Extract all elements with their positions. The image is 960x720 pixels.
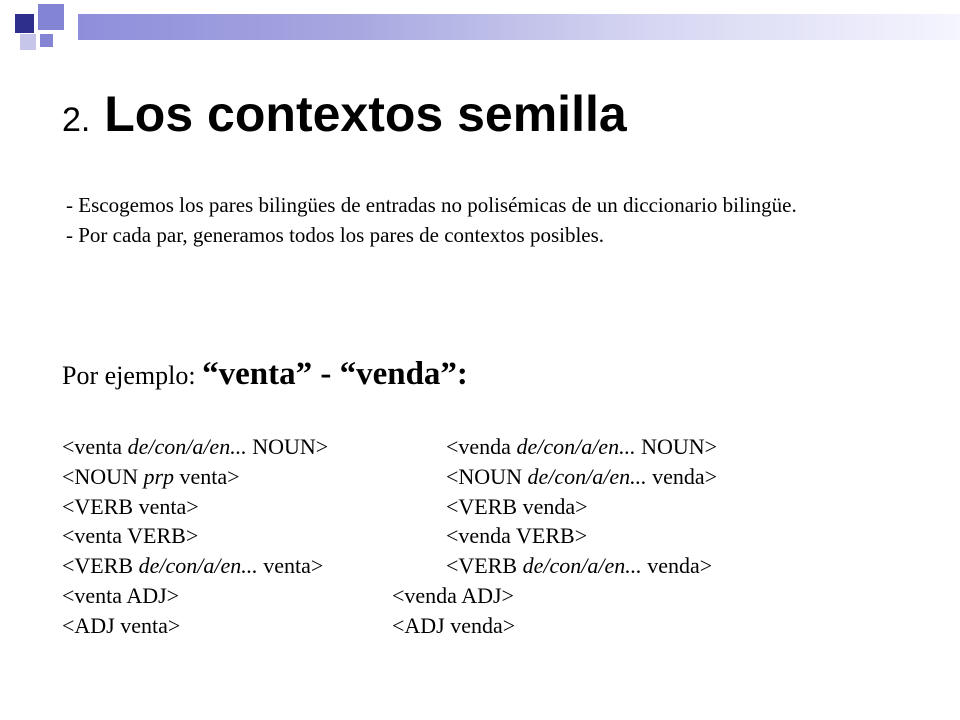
context-pair-row xyxy=(62,521,942,551)
intro-item: - Por cada par, generamos todos los pares de contextos posibles. xyxy=(66,223,605,247)
deco-square-mid xyxy=(38,4,64,30)
context-left: <venta VERB> xyxy=(62,523,199,549)
context-right: <venda ADJ> xyxy=(392,582,514,608)
context-right: <venda VERB> xyxy=(446,523,588,549)
context-right: <ADJ venda> xyxy=(392,612,516,638)
context-left: <VERB venta> xyxy=(62,493,199,519)
intro-item: - Escogemos los pares bilingües de entradas no polisémicas de un diccionario bilingüe. xyxy=(66,193,797,217)
context-left: <venta de/con/a/en... NOUN> xyxy=(62,434,329,459)
context-pairs xyxy=(62,432,942,641)
context-pair-row xyxy=(62,581,942,611)
context-left: <ADJ venta> xyxy=(62,612,181,638)
context-left: <VERB de/con/a/en... venta> xyxy=(62,553,324,579)
title-number: 2. xyxy=(62,101,91,139)
context-left: <venta ADJ> xyxy=(62,582,180,608)
slide-title xyxy=(62,84,627,150)
context-pair-row xyxy=(62,611,942,641)
intro-list xyxy=(66,190,926,250)
deco-square-small xyxy=(40,34,53,47)
context-pair-row xyxy=(62,462,942,492)
deco-square-light xyxy=(20,34,36,50)
context-right: <venda de/con/a/en... NOUN> xyxy=(446,434,718,459)
header-gradient-bar xyxy=(78,14,960,40)
deco-square-dark xyxy=(15,14,34,33)
example-pair: “venta” - “venda”: xyxy=(202,356,468,392)
context-right: <VERB venda> xyxy=(446,493,588,519)
context-left: <NOUN prp venta> xyxy=(62,463,240,489)
context-right: <NOUN de/con/a/en... venda> xyxy=(446,463,718,489)
context-pair-row xyxy=(62,551,942,581)
context-pair-row xyxy=(62,432,942,462)
title-text: Los contextos semilla xyxy=(104,86,627,142)
example-heading xyxy=(62,354,468,396)
context-pair-row xyxy=(62,492,942,522)
example-prefix: Por ejemplo: xyxy=(62,361,196,390)
context-right: <VERB de/con/a/en... venda> xyxy=(446,553,713,579)
